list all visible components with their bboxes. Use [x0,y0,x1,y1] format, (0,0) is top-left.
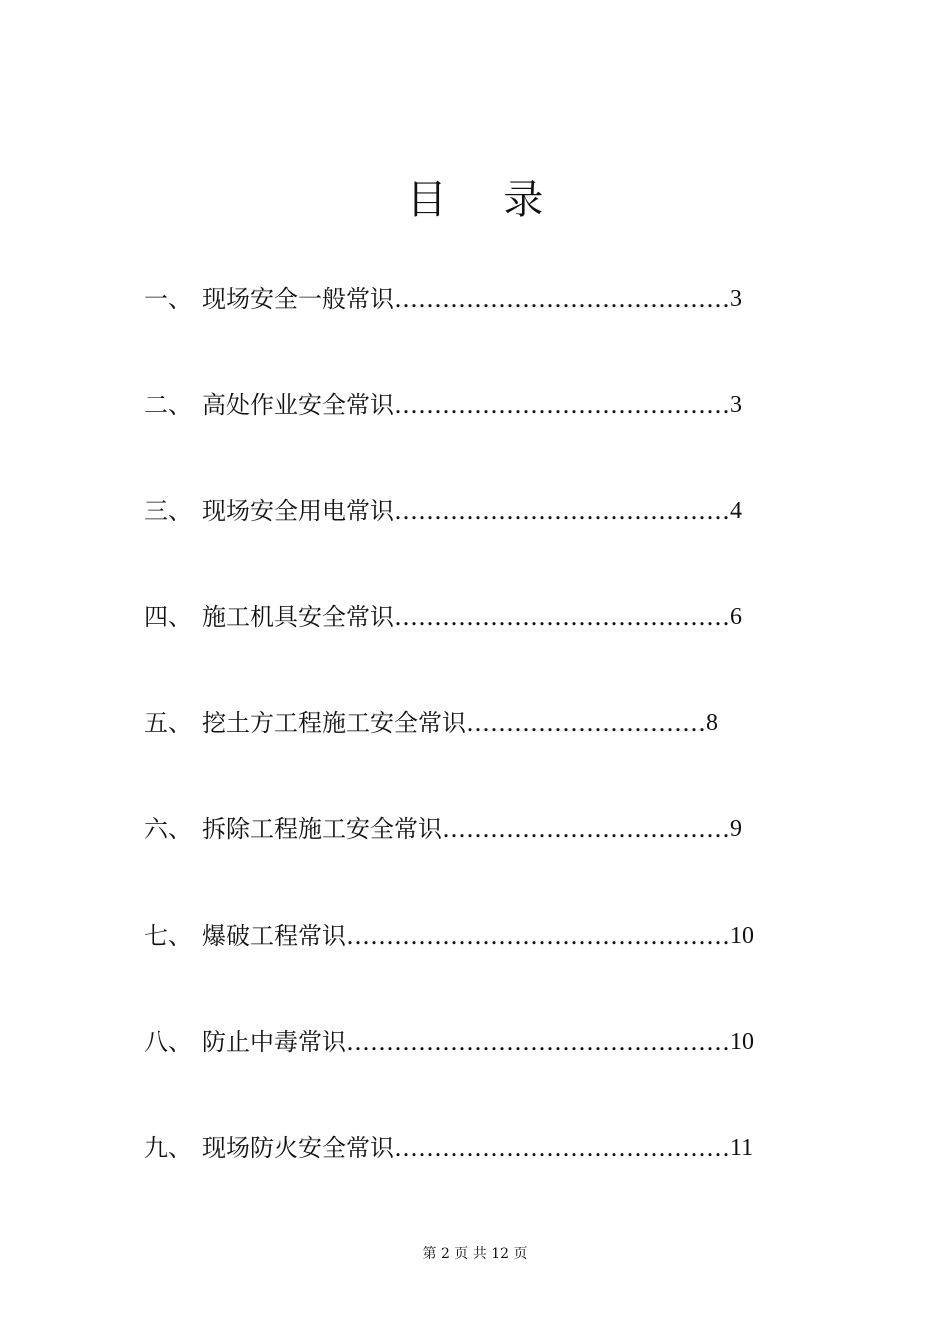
toc-entry-label: 爆破工程常识 [202,922,346,950]
toc-entry-4 [144,601,742,633]
toc-entry-number: 二、 [144,391,192,419]
toc-entry-5 [144,707,718,739]
toc-entry-number: 九、 [144,1134,192,1162]
toc-entry-page: 10 [730,1029,754,1055]
toc-entry-leader: …………………………………… [394,603,730,631]
toc-entry-label: 高处作业安全常识 [202,391,394,419]
toc-entry-number: 六、 [144,815,192,843]
toc-entry-number: 七、 [144,922,192,950]
toc-entry-leader: …………………………………… [394,497,730,525]
toc-entry-label: 现场安全用电常识 [202,497,394,525]
toc-entry-page: 9 [730,816,742,842]
toc-entry-page: 11 [730,1135,754,1161]
toc-entry-6 [144,813,742,845]
toc-entry-page: 6 [730,604,742,630]
toc-entry-page: 3 [730,286,742,312]
toc-entry-7 [144,920,754,952]
toc-entry-8 [144,1026,754,1058]
toc-entry-leader: …………………………………… [394,285,730,313]
toc-entry-label: 施工机具安全常识 [202,603,394,631]
toc-entry-number: 八、 [144,1028,192,1056]
toc-entry-label: 拆除工程施工安全常识 [202,815,442,843]
toc-entry-number: 三、 [144,497,192,525]
toc-entry-number: 五、 [144,709,192,737]
toc-entry-2 [144,389,742,421]
toc-entry-1 [144,283,742,315]
toc-entry-page: 4 [730,498,742,524]
toc-entry-page: 3 [730,392,742,418]
toc-entry-leader: ………………………… [466,709,706,737]
toc-entry-label: 防止中毒常识 [202,1028,346,1056]
toc-entry-page: 10 [730,923,754,949]
toc-entry-leader: ……………………………… [442,815,730,843]
page-footer: 第 2 页 共 12 页 [422,1246,528,1262]
toc-entry-3 [144,495,742,527]
toc-entry-leader: ………………………………………… [346,1028,730,1056]
toc-entry-leader: …………………………………… [394,1134,730,1162]
toc-entry-9 [144,1132,753,1164]
toc-entry-leader: ………………………………………… [346,922,730,950]
toc-entry-label: 现场防火安全常识 [202,1134,394,1162]
toc-entry-number: 四、 [144,603,192,631]
toc-entry-label: 现场安全一般常识 [202,285,394,313]
toc-entry-leader: …………………………………… [394,391,730,419]
toc-entry-label: 挖土方工程施工安全常识 [202,709,466,737]
page-title: 目 录 [406,177,566,223]
toc-entry-number: 一、 [144,285,192,313]
toc-entry-page: 8 [706,710,718,736]
